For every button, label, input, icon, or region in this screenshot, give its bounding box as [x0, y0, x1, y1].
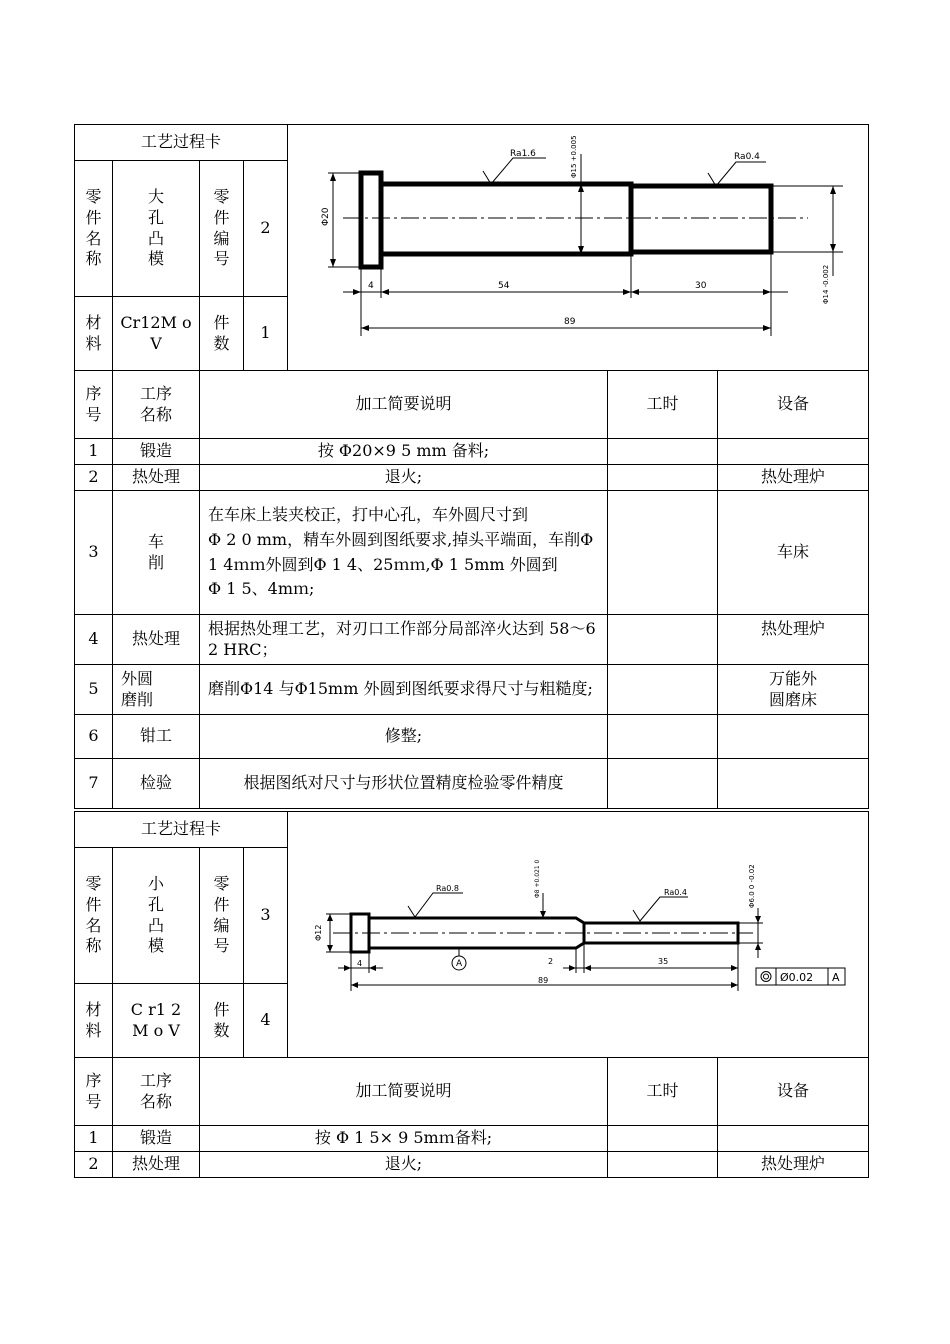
table-row: 4 热处理 根据热处理工艺，对刃口工作部分局部淬火达到 58～6 2 HRC； 热处理炉 [75, 615, 869, 665]
dim-89: 89 [538, 975, 549, 985]
material-label: 材 料 [75, 297, 113, 371]
header-name: 工序 名称 [113, 371, 200, 439]
dim-4: 4 [357, 958, 363, 968]
quantity-label: 件 数 [200, 297, 244, 371]
part-no-value: 2 [244, 161, 288, 297]
table-row: 5 外圆 磨削 磨削Φ14 与Φ15mm 外圆到图纸要求得尺寸与粗糙度; 万能外 圆磨床 [75, 665, 869, 715]
dia-label-right: Φ6.0 0 -0.02 [748, 863, 756, 908]
card-title: 工艺过程卡 [75, 812, 288, 848]
roughness-label-right: Ra0.4 [664, 887, 688, 897]
header-equip: 设备 [718, 371, 869, 439]
table-row: 6 钳工 修整; [75, 715, 869, 759]
table-row: 2 热处理 退火; 热处理炉 [75, 465, 869, 491]
part-drawing [288, 812, 869, 1058]
dim-2: 2 [548, 956, 554, 966]
header-name: 工序 名称 [113, 1058, 200, 1126]
header-desc: 加工简要说明 [200, 371, 608, 439]
large-punch-drawing [288, 126, 868, 370]
table-row: 3 车 削 在车床上装夹校正，打中心孔，车外圆尺寸到 Φ 2 0 mm，精车外圆到图纸要求,掉头平端面，车削Φ 1 4ｍｍ外圆到Φ 1 4、25ｍｍ,Φ 1 5mm 外圆到 Φ 1 5、4mｍ; 车床 [75, 491, 869, 615]
datum-label: A [456, 958, 463, 969]
roughness-label-left: Ra1.6 [510, 148, 536, 159]
table-row: 7 检验 根据图纸对尺寸与形状位置精度检验零件精度 [75, 759, 869, 809]
process-card-2 [74, 811, 869, 1178]
header-desc: 加工简要说明 [200, 1058, 608, 1126]
part-name-label: 零 件 名 称 [75, 848, 113, 984]
material-label: 材 料 [75, 984, 113, 1058]
material-value: C r1 2 M o V [113, 984, 200, 1058]
quantity-value: 1 [244, 297, 288, 371]
part-no-label: 零 件 编 号 [200, 848, 244, 984]
small-punch-drawing [288, 813, 868, 1057]
tolerance-value: Ø0.02 [780, 970, 814, 984]
dim-89: 89 [564, 316, 576, 327]
quantity-value: 4 [244, 984, 288, 1058]
tolerance-datum: A [832, 970, 840, 984]
part-no-label: 零 件 编 号 [200, 161, 244, 297]
dia-label-left: Φ12 [314, 924, 323, 941]
dim-30: 30 [695, 280, 707, 291]
dia-label-right: Φ14 -0.002 [822, 264, 830, 304]
roughness-label-left: Ra0.8 [436, 883, 460, 893]
dia-label-mid: Φ15 +0.005 [570, 134, 578, 178]
material-value: Cr12M o V [113, 297, 200, 371]
header-time: 工时 [608, 1058, 718, 1126]
part-name-label: 零 件 名 称 [75, 161, 113, 297]
part-no-value: 3 [244, 848, 288, 984]
roughness-label-right: Ra0.4 [734, 151, 760, 162]
process-card-1 [74, 124, 869, 809]
table-row: 1 锻造 按 Φ 1 5× 9 5mｍ备料; [75, 1126, 869, 1152]
table-row: 1 锻造 按 Φ20×9 5 mm 备料; [75, 439, 869, 465]
card-title: 工艺过程卡 [75, 125, 288, 161]
table-row: 2 热处理 退火; 热处理炉 [75, 1152, 869, 1178]
header-seq: 序 号 [75, 371, 113, 439]
dia-label-left: Φ20 [321, 206, 331, 226]
dim-4: 4 [368, 280, 374, 291]
part-drawing [288, 125, 869, 371]
dim-54: 54 [498, 280, 510, 291]
dia-label-mid: Φ8 +0.021 0 [534, 859, 541, 898]
quantity-label: 件 数 [200, 984, 244, 1058]
part-name-value: 大 孔 凸 模 [113, 161, 200, 297]
header-time: 工时 [608, 371, 718, 439]
dim-35: 35 [658, 956, 669, 966]
header-equip: 设备 [718, 1058, 869, 1126]
part-name-value: 小 孔 凸 模 [113, 848, 200, 984]
header-seq: 序 号 [75, 1058, 113, 1126]
